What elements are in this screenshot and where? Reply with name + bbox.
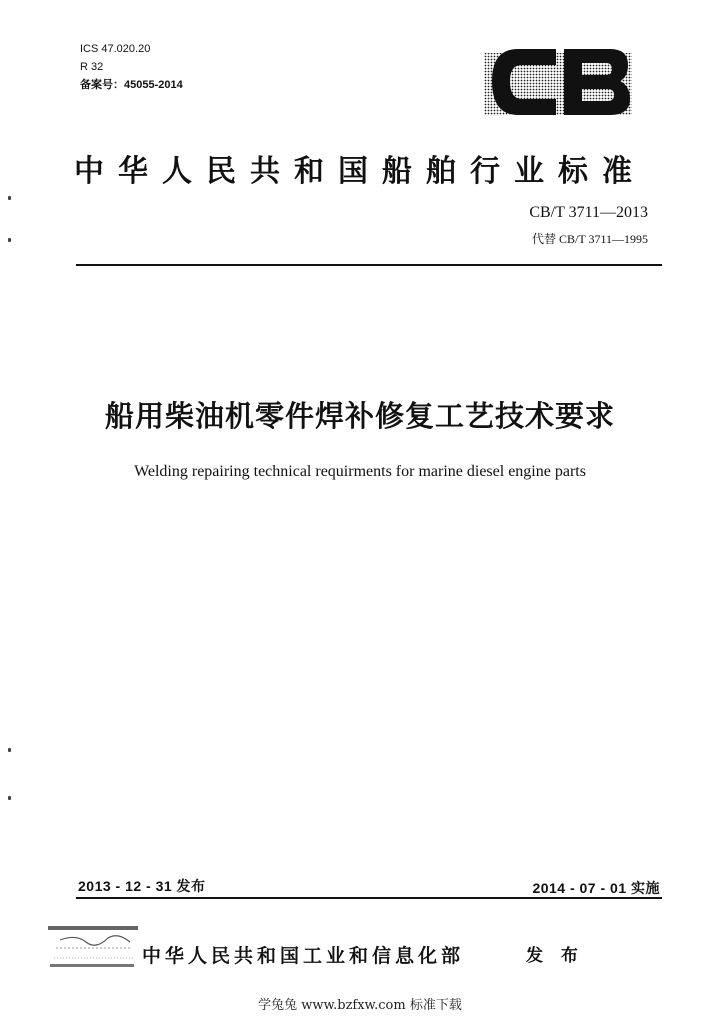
scan-speck [8,196,11,200]
record-number: 备案号：45055-2014 [80,79,183,91]
issue-date: 2013 - 12 - 31 发布 [78,878,206,894]
standard-code: CB/T 3711—2013 [529,204,648,221]
replaces-standard: 代替 CB/T 3711—1995 [531,232,648,246]
publishing-ministry: 中华人民共和国工业和信息化部 [142,945,465,967]
footer-watermark: 学兔兔 www.bzfxw.com 标准下载 [258,998,462,1013]
cb-logo [478,43,634,123]
ccs-code: R 32 [80,61,104,73]
scan-speck [8,796,11,800]
classification-codes [80,40,183,94]
document-title-english: Welding repairing technical requirments for marine diesel engine parts [134,463,586,480]
header-divider [76,264,662,266]
footer-divider [76,897,662,899]
cb-logo-graphic [478,43,634,123]
scan-speck [8,238,11,242]
standard-category-title: 中华人民共和国船舶行业标准 [74,154,646,189]
scan-speck [8,748,11,752]
publish-label: 发 布 [526,946,584,966]
document-title-chinese: 船用柴油机零件焊补修复工艺技术要求 [104,399,615,433]
ics-code: ICS 47.020.20 [80,43,151,55]
anti-counterfeit-stamp [46,924,146,974]
stamp-graphic [46,924,146,974]
implementation-date: 2014 - 07 - 01 实施 [532,880,660,896]
